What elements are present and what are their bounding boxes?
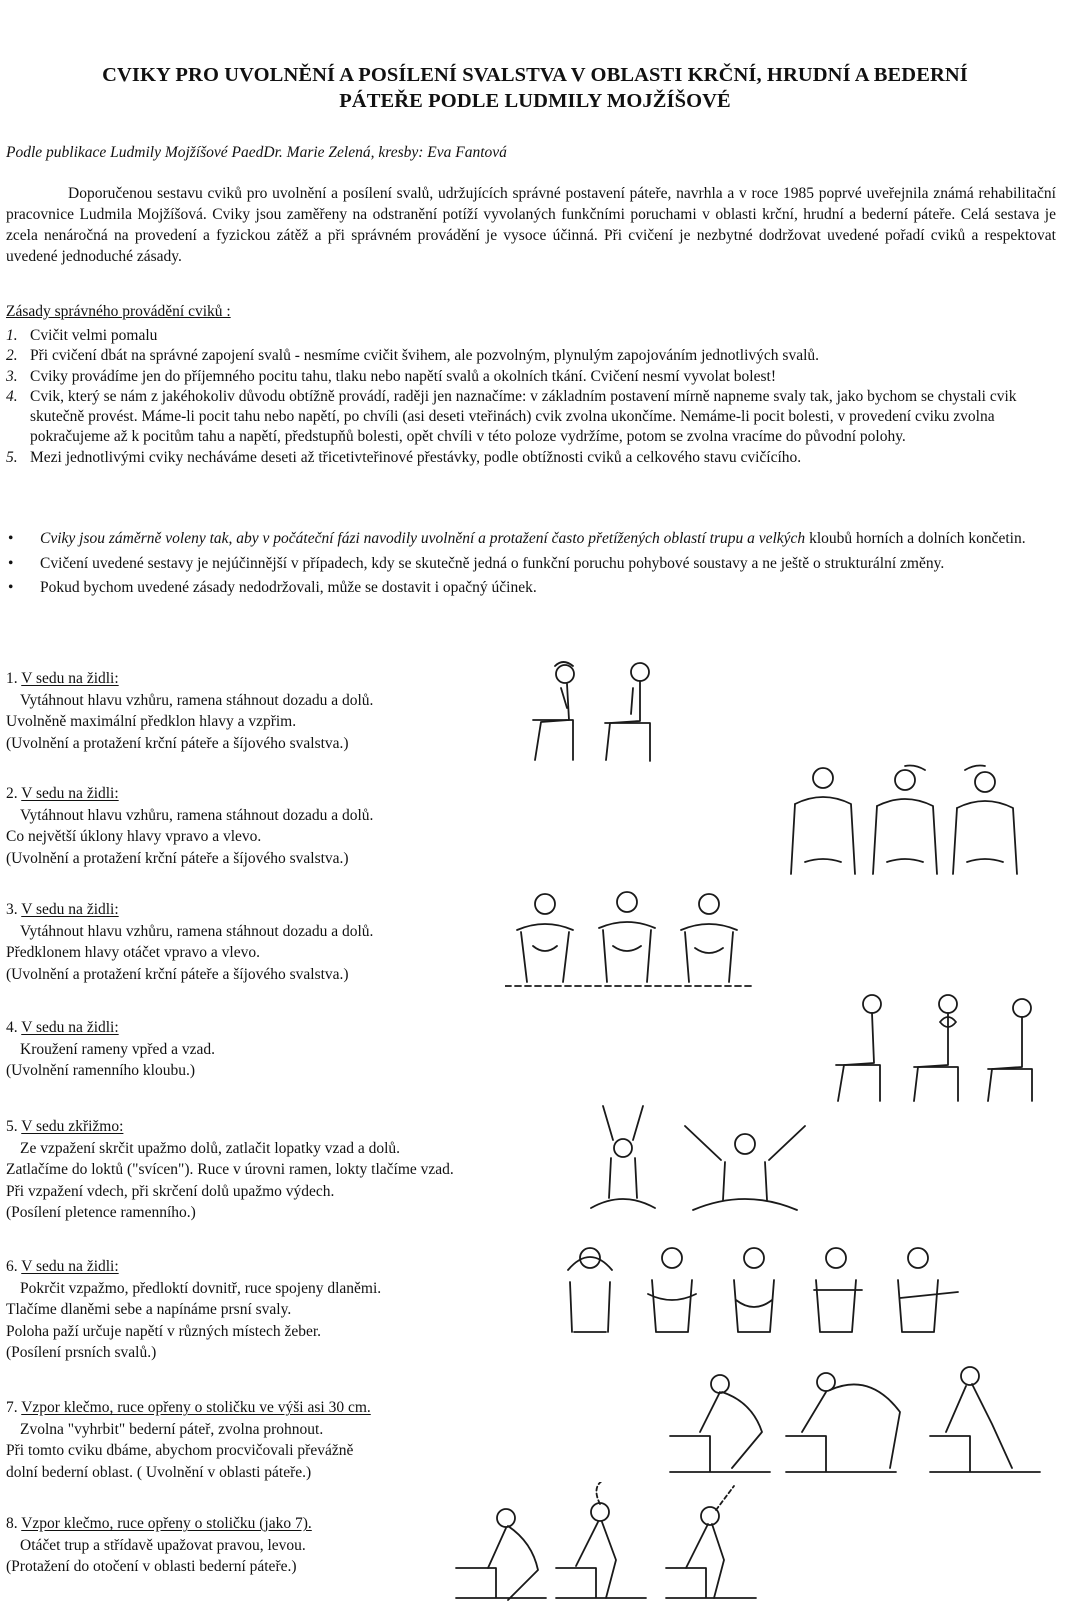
rule-item: 3. Cviky provádíme jen do příjemného pocitu tahu, tlaku nebo napětí svalů a okolních tkání. Cvičení nesmí vyvolat bolest! <box>6 367 776 385</box>
exercise-3 <box>6 899 373 985</box>
title-line-1: CVIKY PRO UVOLNĚNÍ A POSÍLENÍ SVALSTVA V OBLASTI KRČNÍ, HRUDNÍ A BEDERNÍ <box>102 64 968 86</box>
exercise-number: 8. <box>6 1515 18 1532</box>
exercise-line: Předklonem hlavy otáčet vpravo a vlevo. <box>6 944 260 961</box>
exercise-6-illustration <box>560 1240 970 1345</box>
exercise-line: Zatlačíme do loktů ("svícen"). Ruce v úrovni ramen, lokty tlačíme vzad. <box>6 1161 454 1178</box>
intro-paragraph <box>6 183 1056 267</box>
exercise-2-illustration <box>785 762 1025 882</box>
exercise-1-illustration <box>525 658 695 768</box>
exercise-heading: V sedu na židli: <box>21 785 119 802</box>
exercise-number: 2. <box>6 785 18 802</box>
exercise-line: dolní bederní oblast. ( Uvolnění v oblasti páteře.) <box>6 1463 312 1481</box>
exercise-number: 3. <box>6 901 18 918</box>
document-title <box>0 62 1070 114</box>
note-item: • Cvičení uvedené sestavy je nejúčinnější v případech, kdy se skutečně jedná o funkční poruchu pohybové soustavy a ne ještě o strukturální změny. <box>6 554 1056 575</box>
exercise-heading: V sedu na židli: <box>21 1258 119 1275</box>
exercise-line: Poloha paží určuje napětí v různých místech žeber. <box>6 1322 322 1340</box>
exercise-line: (Uvolnění a protažení krční páteře a šíjového svalstva.) <box>6 849 349 867</box>
rule-item: 4. Cvik, který se nám z jakéhokoliv důvodu obtížně provádí, raději jen naznačíme: v základním postavení mírně napneme svaly tak, jako bychom se chystali cvik skutečně provést. Máme-li pocit tahu nebo napětí, po chvíli (asi deseti vteřinách) cvik zvolna ukončíme. Nemáme-li pocit bolesti, v provedení cviku zvolna pokračujeme až k pocitům tahu a napětí, předstupňů bolesti, opět chvíli v této poloze vydržíme, potom se zvolna vracíme do původní polohy. <box>6 387 1017 446</box>
rules-list <box>6 326 1056 468</box>
exercise-7 <box>6 1397 371 1483</box>
exercise-number: 1. <box>6 670 18 687</box>
notes-list <box>6 529 1056 603</box>
exercise-number: 7. <box>6 1399 18 1416</box>
exercise-number: 4. <box>6 1019 18 1036</box>
exercise-line: Kroužení rameny vpřed a vzad. <box>20 1040 215 1058</box>
note-item: • Pokud bychom uvedené zásady nedodržovali, může se dostavit i opačný účinek. <box>6 578 1056 599</box>
exercise-8 <box>6 1513 312 1578</box>
exercise-1 <box>6 668 373 754</box>
exercise-line: Ze vzpažení skrčit upažmo dolů, zatlačit lopatky vzad a dolů. <box>20 1139 401 1157</box>
exercise-line: Vytáhnout hlavu vzhůru, ramena stáhnout dozadu a dolů. <box>20 691 374 709</box>
exercise-line: (Uvolnění a protažení krční páteře a šíjového svalstva.) <box>6 734 349 752</box>
exercise-number: 6. <box>6 1258 18 1275</box>
title-line-2: PÁTEŘE PODLE LUDMILY MOJŽÍŠOVÉ <box>339 90 731 112</box>
note-item: • Cviky jsou záměrně voleny tak, aby v počáteční fázi navodily uvolnění a protažení často přetížených oblastí trupu a velkých kloubů horních a dolních končetin. <box>6 529 1056 550</box>
rule-item: 1. Cvičit velmi pomalu <box>6 327 158 344</box>
exercise-7-illustration <box>660 1362 1055 1482</box>
exercise-4-illustration <box>830 990 1055 1105</box>
exercise-line: (Posílení prsních svalů.) <box>6 1344 157 1361</box>
exercise-line: Otáčet trup a střídavě upažovat pravou, levou. <box>20 1536 306 1554</box>
exercise-6 <box>6 1256 381 1364</box>
exercise-5 <box>6 1116 454 1224</box>
exercise-line: Co největší úklony hlavy vpravo a vlevo. <box>6 828 262 845</box>
exercise-3-illustration <box>505 886 755 996</box>
exercise-line: (Uvolnění a protažení krční páteře a šíjového svalstva.) <box>6 965 349 983</box>
exercise-line: (Protažení do otočení v oblasti bederní páteře.) <box>6 1558 297 1575</box>
exercise-8-illustration <box>450 1482 770 1610</box>
exercise-4 <box>6 1017 215 1082</box>
exercise-line: Pokrčit vzpažmo, předloktí dovnitř, ruce spojeny dlaněmi. <box>20 1279 382 1297</box>
exercise-heading: V sedu zkřižmo: <box>21 1118 124 1135</box>
exercise-line: Při tomto cviku dbáme, abychom procvičovali převážně <box>6 1442 354 1459</box>
exercise-heading: V sedu na židli: <box>21 670 119 687</box>
rule-item: 2. Při cvičení dbát na správné zapojení svalů - nesmíme cvičit švihem, ale pozvolným, plynulým zapojováním jednotlivých svalů. <box>6 347 820 365</box>
exercise-line: Vytáhnout hlavu vzhůru, ramena stáhnout dozadu a dolů. <box>20 806 374 824</box>
exercise-2 <box>6 783 373 869</box>
subtitle: Podle publikace Ludmily Mojžíšové PaedDr. Marie Zelená, kresby: Eva Fantová <box>6 144 507 161</box>
rules-heading: Zásady správného provádění cviků : <box>6 303 231 320</box>
exercise-heading: V sedu na židli: <box>21 1019 119 1036</box>
exercise-heading: V sedu na židli: <box>21 901 119 918</box>
exercise-line: (Uvolnění ramenního kloubu.) <box>6 1062 195 1079</box>
intro-text: Doporučenou sestavu cviků pro uvolnění a posílení svalů, udržujících správné postavení páteře, navrhla a v roce 1985 poprvé uveřejnila známá rehabilitační pracovnice Ludmila Mojžíšová. Cviky jsou zaměřeny na odstranění potíží vyvolaných funkčními poruchami v oblasti krční, hrudní a bederní páteře. Celá sestava je zcela nenáročná na provedení a fyzickou zátěž a při správném provádění je vysoce účinná. Při cvičení je nezbytné dodržovat uvedené pořadí cviků a respektovat uvedené jednoduché zásady. <box>6 185 1056 265</box>
exercise-line: Při vzpažení vdech, při skrčení dolů upažmo výdech. <box>6 1182 335 1200</box>
exercise-line: Tlačíme dlaněmi sebe a napínáme prsní svaly. <box>6 1301 292 1318</box>
exercise-line: (Posílení pletence ramenního.) <box>6 1204 196 1221</box>
exercise-number: 5. <box>6 1118 18 1135</box>
exercise-heading: Vzpor klečmo, ruce opřeny o stoličku ve výši asi 30 cm. <box>21 1399 371 1416</box>
exercise-line: Uvolněně maximální předklon hlavy a vzpřim. <box>6 713 297 730</box>
exercise-line: Vytáhnout hlavu vzhůru, ramena stáhnout dozadu a dolů. <box>20 922 374 940</box>
exercise-heading: Vzpor klečmo, ruce opřeny o stoličku (jako 7). <box>21 1515 312 1532</box>
exercise-line: Zvolna "vyhrbit" bederní páteř, zvolna prohnout. <box>20 1420 324 1438</box>
exercise-5-illustration <box>585 1100 825 1220</box>
rule-item: 5. Mezi jednotlivými cviky necháváme deseti až třicetivteřinové přestávky, podle obtížnosti cviků a celkového stavu cvičícího. <box>6 448 802 466</box>
